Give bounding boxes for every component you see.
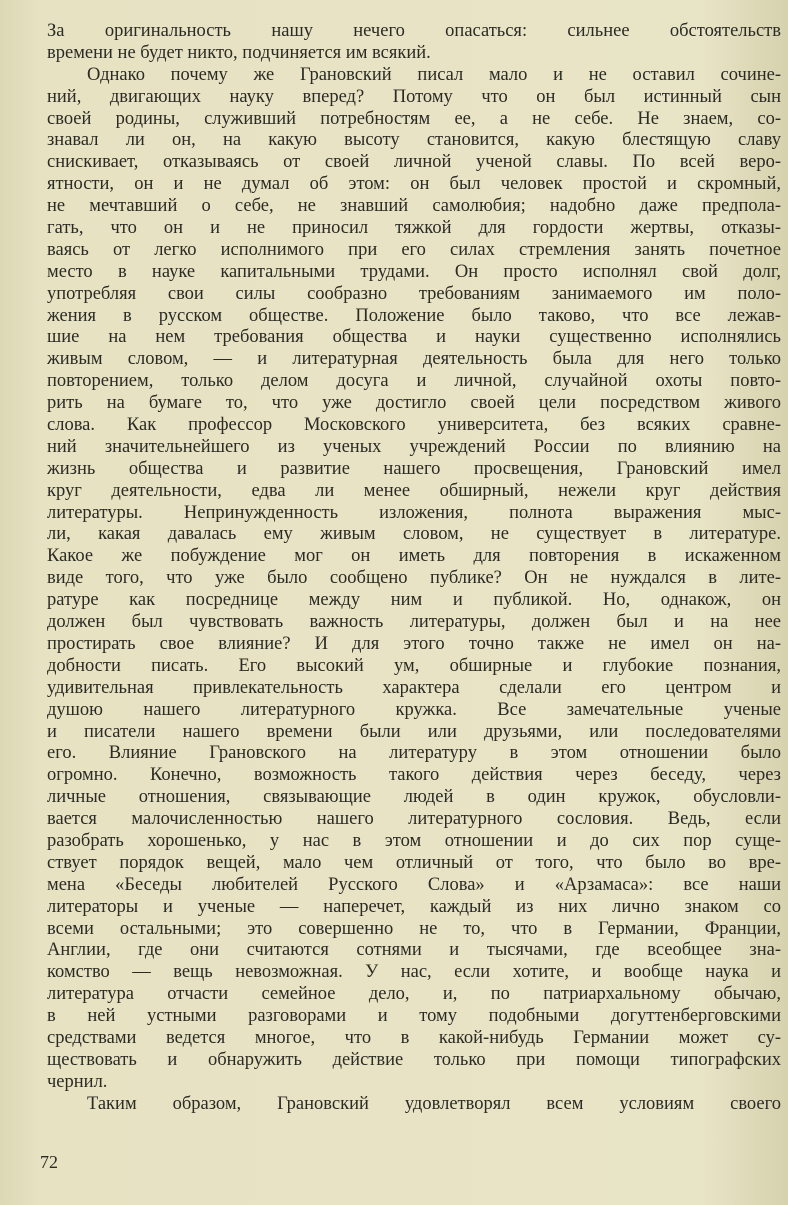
text-line: вается малочисленностью нашего литературного сословия. Ведь, если (47, 809, 781, 830)
text-line: литература отчасти семейное дело, и, по патриархальному обычаю, (47, 984, 781, 1005)
text-line: Таким образом, Грановский удовлетворял всем условиям своего (87, 1093, 781, 1114)
text-line: ятности, он и не думал об этом: он был человек простой и скромный, (47, 174, 781, 195)
text-line: место в науке капитальными трудами. Он просто исполнял свой долг, (47, 261, 781, 282)
text-line: употребляя свои силы сообразно требованиям занимаемого им поло- (47, 283, 781, 304)
text-line: жения в русском обществе. Положение было таково, что все лежав- (47, 305, 781, 326)
text-line: повторением, только делом досуга и личной, случайной охоты повто- (47, 371, 781, 392)
text-line: ваясь от легко исполнимого при его силах стремления занять почетное (47, 239, 781, 260)
page-number: 72 (40, 1152, 58, 1172)
text-line: рить на бумаге то, что уже достигло своей цели посредством живого (47, 393, 781, 414)
text-line: знавал ли он, на какую высоту становится, какую блестящую славу (47, 130, 781, 151)
text-line: душою нашего литературного кружка. Все замечательные ученые (47, 699, 781, 720)
text-line: круг деятельности, едва ли менее обширный, нежели круг действия (47, 480, 781, 501)
text-line: За оригинальность нашу нечего опасаться: сильнее обстоятельств (47, 21, 781, 41)
text-line: разобрать хорошенько, у нас в этом отношении и до сих пор суще- (47, 830, 781, 851)
text-line: ли, какая давалась ему живым словом, не существует в литературе. (47, 524, 781, 545)
text-line: его. Влияние Грановского на литературу в этом отношении было (47, 743, 781, 764)
text-line: гать, что он и не приносил тяжкой для гордости жертвы, отказы- (47, 218, 781, 239)
text-line: в ней устными разговорами и тому подобными догуттенберговскими (47, 1006, 781, 1027)
text-line: всеми остальными; это совершенно не то, что в Германии, Франции, (47, 918, 781, 939)
text-line: Однако почему же Грановский писал мало и не оставил сочине- (87, 64, 781, 85)
text-line: виде того, что уже было сообщено публике? Он не нуждался в лите- (47, 568, 781, 589)
text-line: времени не будет никто, подчиняется им всякий. (47, 42, 431, 63)
text-line: ствует порядок вещей, мало чем отличный от того, что было во вре- (47, 852, 781, 873)
text-line: чернил. (47, 1071, 108, 1092)
text-line: жизнь общества и развитие нашего просвещения, Грановский имел (47, 458, 781, 479)
text-line: и писатели нашего времени были или друзьями, или последователями (47, 721, 781, 742)
text-line: литераторы и ученые — наперечет, каждый из них лично знаком со (47, 896, 781, 917)
text-line: ний, двигающих науку вперед? Потому что он был истинный сын (47, 86, 781, 107)
text-line: добности писать. Его высокий ум, обширные и глубокие познания, (47, 655, 781, 676)
text-line: огромно. Конечно, возможность такого действия через беседу, через (47, 765, 781, 786)
text-line: удивительная привлекательность характера сделали его центром и (47, 677, 781, 698)
text-line: слова. Как профессор Московского университета, без всяких сравне- (47, 415, 781, 436)
text-line: Англии, где они считаются сотнями и тысячами, где всеобщее зна- (47, 940, 781, 961)
text-line: снискивает, отказываясь от своей личной ученой славы. По всей веро- (47, 152, 781, 173)
text-line: средствами ведется многое, что в какой-нибудь Германии может су- (47, 1027, 781, 1048)
text-line: Какое же побуждение мог он иметь для повторения в искаженном (47, 546, 781, 567)
text-line: своей родины, служивший потребностям ее, а не себе. Не знаем, со- (47, 108, 781, 129)
text-line: ществовать и обнаружить действие только при помощи типографских (47, 1049, 781, 1070)
text-line: живым словом, — и литературная деятельность была для него только (47, 349, 781, 370)
text-line: комство — вещь невозможная. У нас, если хотите, и вообще наука и (47, 962, 781, 983)
text-line: ратуре как посреднице между ним и публикой. Но, однакож, он (47, 590, 781, 611)
text-line: не мечтавший о себе, не знавший самолюбия; надобно даже предпола- (47, 196, 781, 217)
text-line: мена «Беседы любителей Русского Слова» и «Арзамаса»: все наши (47, 874, 781, 895)
text-line: ний значительнейшего из ученых учреждений России по влиянию на (47, 436, 781, 457)
text-line: литературы. Непринужденность изложения, полнота выражения мыс- (47, 502, 781, 523)
book-page-text (47, 21, 781, 1116)
text-line: шие на нем требования общества и науки существенно исполнялись (47, 327, 781, 348)
text-line: должен был чувствовать важность литературы, должен был и на нее (47, 612, 781, 633)
text-line: личные отношения, связывающие людей в один кружок, обусловли- (47, 787, 781, 808)
text-line: простирать свое влияние? И для этого точно также не имел он на- (47, 633, 781, 654)
